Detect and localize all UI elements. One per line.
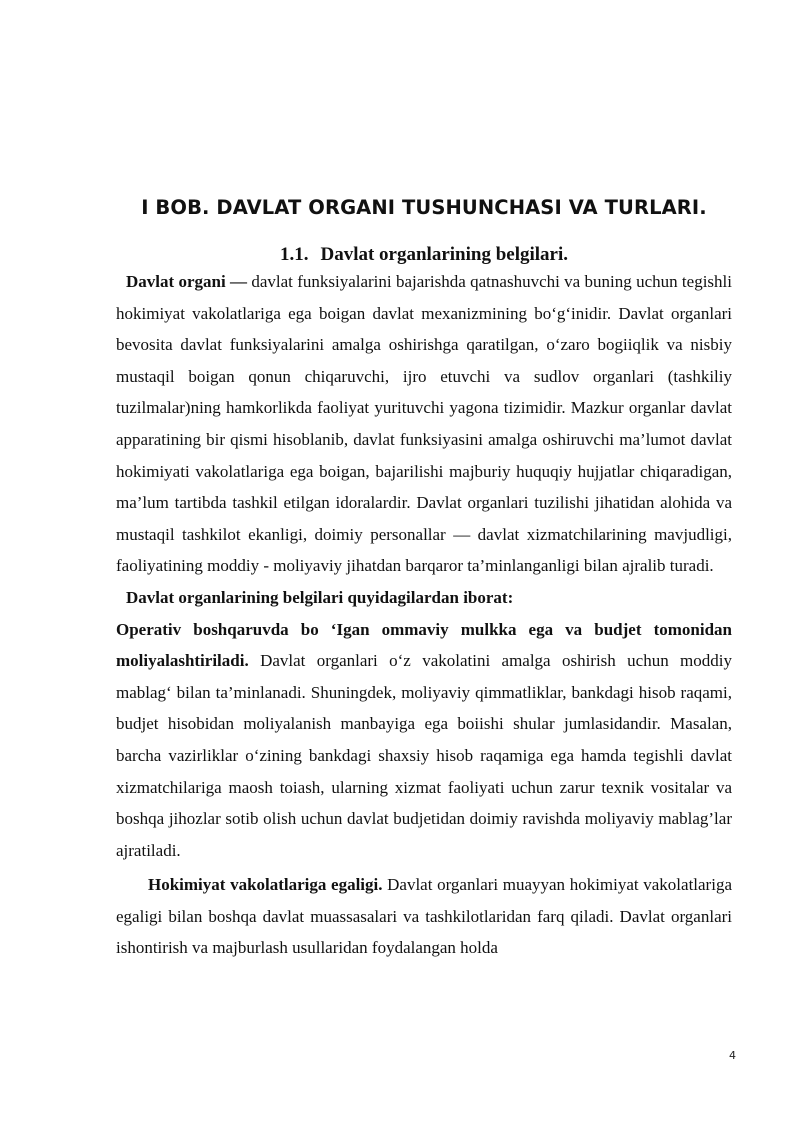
body-text — [116, 266, 732, 964]
chapter-title: I BOB. DAVLAT ORGANI TUSHUNCHASI VA TURLARI. — [141, 196, 707, 219]
term-davlat-organi: Davlat organi — — [126, 272, 248, 291]
section-number: 1.1. — [279, 244, 309, 265]
page-number: 4 — [729, 1049, 736, 1062]
paragraph-operative-management — [116, 614, 732, 867]
paragraph-authority — [116, 869, 732, 964]
paragraph-text: Davlat organlari o‘z vakolatini amalga oshirish uchun moddiy mablag‘ bilan ta’minlanadi. Shuningdek, moliyaviy qimmatliklar, bankdagi hisob raqami, budjet hisobidan moliyalanish manbayiga ega boiishi shular jumlasidandir. Masalan, barcha vazirliklar o‘zining bankdagi shaxsiy hisob raqamiga ega hamda tegishli davlat xizmatchilariga maosh toiash, ularning xizmat faoliyati uchun zarur texnik vositalar va boshqa jihozlar sotib olish uchun davlat budjetidan doimiy ravishda moliyaviy mablag’lar ajratiladi. — [116, 651, 732, 860]
section-title: Davlat organlarining belgilari. — [320, 244, 569, 265]
paragraph-text: Davlat organlari muayyan hokimiyat vakolatlariga egaligi bilan boshqa davlat muassasalari va tashkilotlaridan farq qiladi. Davlat organlari ishontirish va majburlash usullaridan foydalangan holda — [116, 875, 732, 958]
paragraph-definition — [116, 266, 732, 582]
paragraph-features-intro — [116, 582, 732, 614]
feature-heading-finance: Operativ boshqaruvda bo ‘Igan ommaviy mulkka ega va budjet tomonidan moliyalashtiriladi. — [116, 619, 732, 671]
paragraph-text: davlat funksiyalarini bajarishda qatnashuvchi va buning uchun tegishli hokimiyat vakolatlariga ega boigan davlat mexanizmining bo‘g‘inidir. Davlat organlari bevosita davlat funksiyalarini amalga oshirishga qaratilgan, o‘zaro bogiiqlik va nisbiy mustaqil boigan qonun chiqaruvchi, ijro etuvchi va sudlov organlari (tashkiliy tuzilmalar)ning hamkorlikda faoliyat yurituvchi yagona tizimidir. Mazkur organlar davlat apparatining bir qismi hisoblanib, davlat funksiyasini amalga oshiruvchi ma’lumot davlat hokimiyati vakolatlariga ega boigan, bajarilishi majburiy huquqiy hujjatlar chiqaradigan, ma’lum tartibda tashkil etilgan idoralardir. Davlat organlari tuzilishi jihatidan alohida va mustaqil tashkilot ekanligi, doimiy personallar — davlat xizmatchilarining mavjudligi, faoliyatining moddiy - moliyaviy jihatdan barqaror ta’minlanganligi bilan ajralib turadi. — [116, 272, 732, 576]
features-intro: Davlat organlarining belgilari quyidagilardan iborat: — [126, 587, 514, 607]
section-heading — [0, 244, 800, 266]
feature-heading-authority: Hokimiyat vakolatlariga egaligi. — [148, 875, 383, 895]
